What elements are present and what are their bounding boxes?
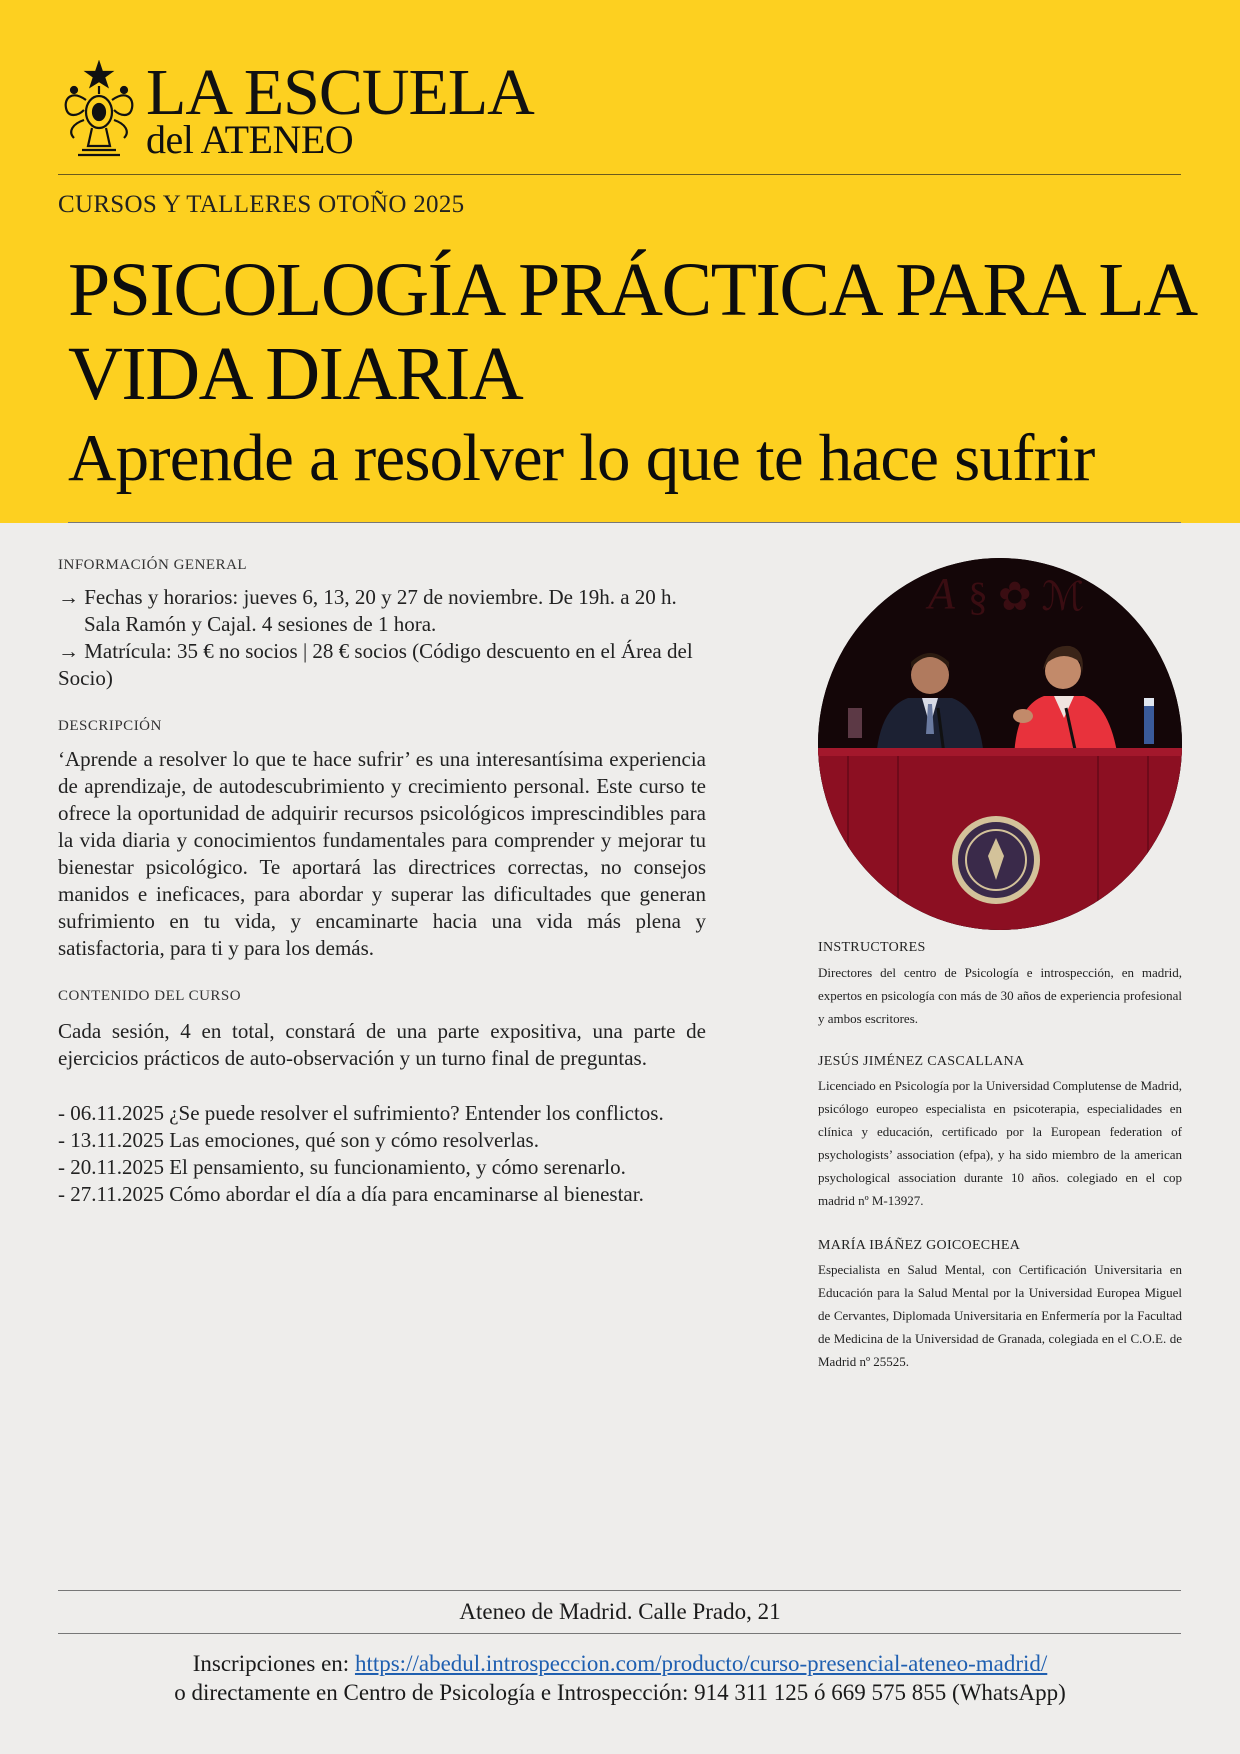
instructors-photo-illustration bbox=[818, 558, 1182, 930]
season-label: CURSOS Y TALLERES OTOÑO 2025 bbox=[58, 191, 465, 218]
schedule-line: → Fechas y horarios: jueves 6, 13, 20 y 27 de noviembre. De 19h. a 20 h. bbox=[58, 585, 677, 609]
content-heading: CONTENIDO DEL CURSO bbox=[58, 988, 242, 1004]
venue-line: Sala Ramón y Cajal. 4 sesiones de 1 hora. bbox=[84, 612, 437, 636]
signup-link[interactable]: https://abedul.introspeccion.com/producto/curso-presencial-ateneo-madrid/ bbox=[354, 1651, 1048, 1676]
info-heading: INFORMACIÓN GENERAL bbox=[58, 557, 248, 573]
logo-subtitle: del ATENEO bbox=[146, 117, 354, 162]
divider bbox=[58, 174, 1181, 175]
session-list bbox=[58, 1100, 738, 1208]
instructor-2-name: MARÍA IBÁÑEZ GOICOECHEA bbox=[818, 1238, 1021, 1253]
content-intro: Cada sesión, 4 en total, constará de una parte expositiva, una parte de ejercicios prácticos de auto-observación y un turno final de preguntas. bbox=[58, 1019, 706, 1070]
instructor-2-bio: Especialista en Salud Mental, con Certificación Universitaria en Educación para la Salud Mental por la Universidad Europea Miguel de Cervantes, Diplomada Universitaria en Enfermería por la Facultad de Medicina de la Universidad de Granada, colegiada en el C.O.E. de Madrid nº 25525. bbox=[818, 1262, 1182, 1369]
divider bbox=[58, 1633, 1181, 1634]
fee-line: → Matrícula: 35 € no socios | 28 € socios (Código descuento en el Área del Socio) bbox=[58, 639, 693, 690]
signup-line bbox=[0, 1650, 1240, 1678]
venue-address: Ateneo de Madrid. Calle Prado, 21 bbox=[459, 1599, 781, 1624]
list-item: - 20.11.2025 El pensamiento, su funcionamiento, y cómo serenarlo. bbox=[58, 1155, 626, 1179]
page-title: PSICOLOGÍA PRÁCTICA PARA LA VIDA DIARIA bbox=[68, 248, 1193, 416]
svg-text:§ ✿ ℳ: § ✿ ℳ bbox=[968, 574, 1085, 619]
header-banner bbox=[0, 0, 1240, 523]
instructors-intro: Directores del centro de Psicología e introspección, en madrid, expertos en psicología con más de 30 años de experiencia profesional y ambos escritores. bbox=[818, 965, 1182, 1026]
logo-title: LA ESCUELA bbox=[146, 56, 534, 129]
contact-line: o directamente en Centro de Psicología e Introspección: 914 311 125 ó 669 575 855 (WhatsApp) bbox=[174, 1680, 1066, 1705]
general-info bbox=[58, 584, 718, 692]
divider bbox=[68, 522, 1181, 523]
instructors-heading: INSTRUCTORES bbox=[818, 940, 926, 955]
ateneo-emblem-icon bbox=[58, 60, 140, 158]
svg-text:A: A bbox=[928, 569, 955, 618]
instructors-photo bbox=[818, 558, 1182, 930]
description-heading: DESCRIPCIÓN bbox=[58, 718, 162, 734]
description-text: ‘Aprende a resolver lo que te hace sufrir’ es una interesantísima experiencia de aprendizaje, de autodescubrimiento y crecimiento personal. Este curso te ofrece la oportunidad de adquirir recursos psicológicos imprescindibles para la vida diaria y conocimientos fundamentales para comprender y mejorar tu bienestar psicológico. Te aportará las directrices correctas, no consejos manidos e ineficaces, para abordar y superar las dificultades que generan sufrimiento en tu vida, y encaminarte hacia una vida más plena y satisfactoria, para ti y para los demás. bbox=[58, 747, 706, 960]
signup-prefix: Inscripciones en: bbox=[192, 1651, 355, 1676]
list-item: - 13.11.2025 Las emociones, qué son y cómo resolverlas. bbox=[58, 1128, 539, 1152]
instructor-1-name: JESÚS JIMÉNEZ CASCALLANA bbox=[818, 1054, 1025, 1069]
instructor-1-bio: Licenciado en Psicología por la Universidad Complutense de Madrid, psicólogo europeo especialista en psicoterapia, especialidades en clínica y educación, certificado por la European federation of psychologists’ association (efpa), y ha sido miembro de la american psychological association durante 10 años. colegiado en el cop madrid nº M-13927. bbox=[818, 1078, 1182, 1208]
list-item: - 27.11.2025 Cómo abordar el día a día para encaminarse al bienestar. bbox=[58, 1182, 644, 1206]
logo[interactable] bbox=[58, 56, 538, 162]
page-subtitle: Aprende a resolver lo que te hace sufrir bbox=[68, 421, 1095, 495]
divider bbox=[58, 1590, 1181, 1591]
list-item: - 06.11.2025 ¿Se puede resolver el sufrimiento? Entender los conflictos. bbox=[58, 1101, 664, 1125]
